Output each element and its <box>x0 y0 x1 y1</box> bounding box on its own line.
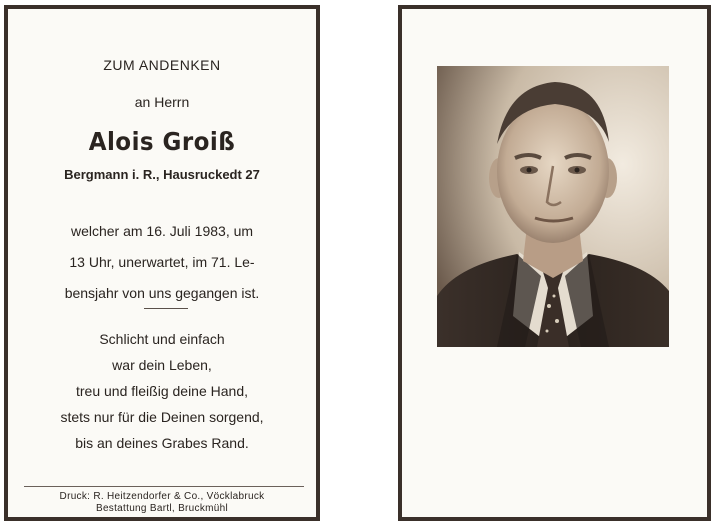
portrait-illustration <box>437 66 669 347</box>
footer-divider <box>24 486 304 487</box>
heading: ZUM ANDENKEN <box>103 57 221 73</box>
poem-line: Schlicht und einfach <box>99 331 225 347</box>
card-border-bottom <box>4 517 320 521</box>
card-border-top <box>398 5 711 9</box>
deceased-name: Alois Groiß <box>88 127 236 156</box>
card-border-left <box>398 5 402 521</box>
card-border-right <box>316 5 320 521</box>
poem-line: treu und fleißig deine Hand, <box>76 383 248 399</box>
memorial-photo-card <box>398 5 711 521</box>
portrait-photo <box>437 66 669 347</box>
card-border-top <box>4 5 320 9</box>
funeral-home-line: Bestattung Bartl, Bruckmühl <box>95 503 229 514</box>
memorial-text-card <box>4 5 320 521</box>
printer-line: Druck: R. Heitzendorfer & Co., Vöcklabruck <box>59 491 265 502</box>
card-border-bottom <box>398 517 711 521</box>
death-notice-line: 13 Uhr, unerwartet, im 71. Le- <box>69 254 255 270</box>
poem-line: bis an deines Grabes Rand. <box>75 435 249 451</box>
card-border-right <box>707 5 711 521</box>
divider <box>144 308 188 309</box>
occupation-address: Bergmann i. R., Hausruckedt 27 <box>64 167 260 182</box>
poem-line: war dein Leben, <box>112 357 212 373</box>
death-notice-line: welcher am 16. Juli 1983, um <box>70 223 254 239</box>
death-notice-line: bensjahr von uns gegangen ist. <box>64 285 260 301</box>
poem-line: stets nur für die Deinen sorgend, <box>60 409 264 425</box>
death-notice <box>8 216 316 309</box>
printer-credits <box>8 491 316 515</box>
salutation: an Herrn <box>134 94 190 110</box>
memorial-poem <box>8 326 316 456</box>
